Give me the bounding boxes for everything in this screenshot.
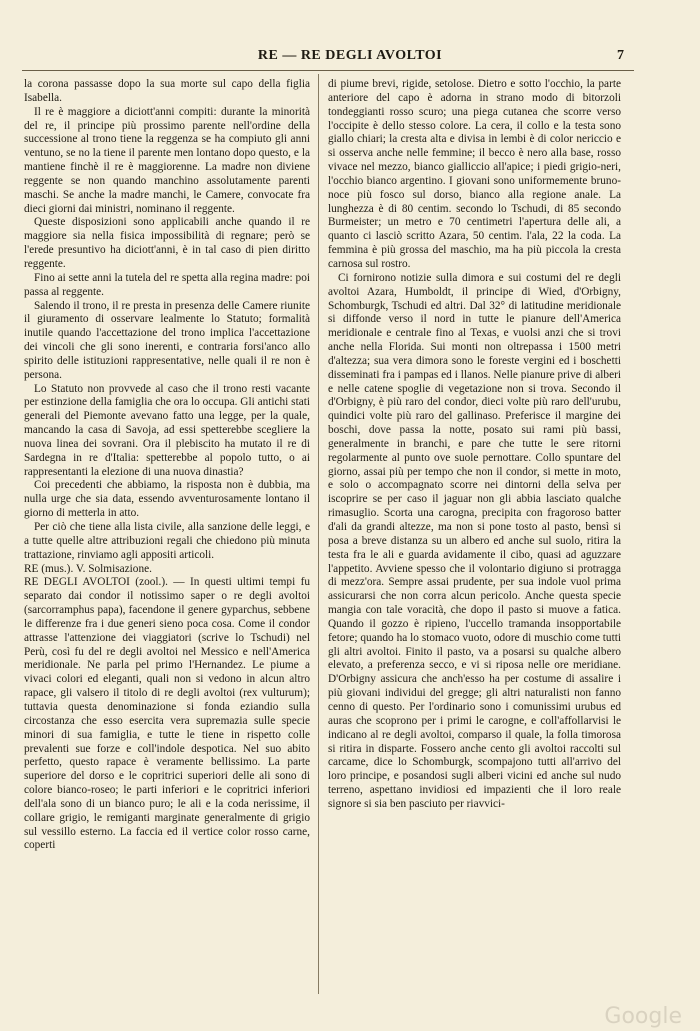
left-column (24, 78, 310, 853)
paragraph: Queste disposizioni sono applicabili anche quando il re maggiore sia nella fisica impossibilità di regnare; però se l'erede presuntivo ha diciott'anni, è in tal caso di pien diritto reggente. (24, 216, 310, 270)
paragraph: Coi precedenti che abbiamo, la risposta non è dubbia, ma nulla urge che sia data, essendo avventurosamente lontano il giorno di metterla in atto. (24, 479, 310, 520)
paragraph: di piume brevi, rigide, setolose. Dietro e sotto l'occhio, la parte anteriore del capo è adorna in strano modo di bitorzoli tondeggianti rosso scuro; una piega cutanea che scorre verso l'occipite è dello stesso colore. La cera, il collo e la testa sono giallo chiari; la cresta alta e divisa in lembi è di color nericcio e si osserva anche nelle femmine; il becco è nero alla base, rosso vivace nel mezzo, bianco gialliccio all'apice; i piedi grigio-neri, l'occhio bianco argentino. I giovani sono uniformemente bruno-noce più fosco sul dorso, bianco alla regione anale. La lunghezza è di 80 centim. secondo lo Tschudi, di 85 secondo Burmeister; un metro e 70 centimetri l'apertura delle ali, a quanto ci lasciò scritto Azara, 50 centim. l'ala, 22 la coda. La femmina è più grossa del maschio, ma ha più piccola la cresta carnosa sul rostro. (328, 78, 621, 270)
entry-re-degli-avoltoi: RE DEGLI AVOLTOI (zool.). — In questi ultimi tempi fu separato dai condor il notissimo saper o re degli avoltoi (sarcorramphus papa), facendone il genere gyparchus, sebbene le differenze fra i due generi sieno poca cosa. Come il condor attrasse l'attenzione dei viaggiatori (scrive lo Tschudi) nel Perù, così fu del re degli avoltoi nel Messico e nell'America meridionale. Ne parla pel primo l'Hernandez. Le piume a vivaci colori ed eleganti, quali non si vedono in alcun altro rapace, gli valsero il titolo di re degli avoltoi (rex vulturum); tuttavia questa denominazione si fonda eziandio sulla circostanza che esso esercita vera supremazia sulle specie minori di sua famiglia, e tutte le tiene in rispetto colle prevalenti sue forze e coll'indole despotica. Nel suo abito perfetto, questo rapace è veramente bellissimo. La parte superiore del dorso e le copritrici superiori delle ali sono di colore bianco-roseo; le parti inferiori e le copritrici inferiori dell'ala sono di un bianco puro; le ali e la coda nerissime, il collare grigio, le remiganti marginate generalmente di grigio sul vessillo esterno. La faccia ed il vertice color rosso carne, coperti (24, 576, 310, 852)
page-number: 7 (617, 48, 624, 63)
running-title: RE — RE DEGLI AVOLTOI (257, 48, 443, 63)
right-column (328, 78, 621, 812)
paragraph: Lo Statuto non provvede al caso che il trono resti vacante per estinzione della famiglia che ora lo occupa. Gli antichi stati generali del Piemonte avevano fatto una legge, per la quale, mancando la casa di Savoja, ad essi spetterebbe scegliere la nuova linea dei sovrani. Ora il plebiscito ha mutato il re di Sardegna in re d'Italia: spetterebbe al popolo tutto, o ai rappresentanti la elezione di una nuova dinastia? (24, 382, 310, 478)
paragraph: Ci fornirono notizie sulla dimora e sui costumi del re degli avoltoi Azara, Humboldt, il principe di Wied, d'Orbigny, Schomburgk, Tschudi ed altri. Dal 32° di latitudine meridionale si diffonde verso il nord in tutte le pianure dell'America meridionale e centrale fino al Texas, e vuolsi anzi che si trovi anche nella Florida. Sui monti non oltrepassa i 1500 metri d'altezza; sua vera dimora sono le foreste vergini ed i boschetti disseminati fra i pampas ed i llanos. Nelle pianure prive di alberi e nelle catene spoglie di vegetazione non si trova. Secondo il d'Orbigny, è più raro del condor, dieci volte più raro dell'urubu, quindici volte più raro del gallinaso. Preferisce il margine dei boschi, dove passa la notte, posato sui rami più bassi, generalmente in branchi, e pare che tutte le sere ritorni regolarmente al punto ove suole pernottare. Collo spuntare del giorno, assai più per tempo che non il condor, si mette in moto, e solo o accompagnato scorre nei dintorni della selva per iscoprire se per caso il jaguar non gli abbia lasciato qualche rimasuglio. Scorta una carogna, precipita con fragoroso batter d'ali da grandi altezze, ma non si pone tosto al pasto, bensì si posa a breve distanza su un albero ed anche sul suolo, ritira la testa fra le ali e guarda avidamente il cibo, quasi ad aguzzare l'appetito. Avviene spesso che il volontario digiuno si protragga di mezz'ora. Sempre assai prudente, per sua indole vuol prima assicurarsi che non corra alcun pericolo. Anche questa specie mangia con tale voracità, che dopo il pasto si muove a fatica. Quando il gozzo è ripieno, l'uccello tramanda insopportabile fetore; quando ha lo stomaco vuoto, odore di muschio come tutti gli altri avoltoi. Finito il pasto, va a posarsi su qualche albero elevato, a preferenza secco, e vi si riposa nelle ore meridiane. D'Orbigny assicura che anch'esso ha per costume di assalire i più giovani individui del gregge; gli altri naturalisti non fanno cenno di questo. Per l'ordinario sono i comunissimi urubus ed auras che scoprono per i primi le carogne, e coll'affollarvisi le indicano al re degli avoltoi, comparso il quale, la folla timorosa si ritira in disparte. Fossero anche cento gli avoltoi raccolti sul carcame, dice lo Schomburgk, scompajono tutti all'arrivo del loro principe, e posandosi sugli alberi vicini ed anche sul nudo terreno, aspettano invidiosi ed impazienti che il loro reale signore si sia ben pasciuto per riavvici- (328, 271, 621, 810)
paragraph: la corona passasse dopo la sua morte sul capo della figlia Isabella. (24, 78, 310, 104)
header-rule (22, 70, 634, 71)
column-divider (318, 74, 319, 994)
entry-re-mus: RE (mus.). V. Solmisazione. (24, 562, 152, 575)
paragraph: Il re è maggiore a diciott'anni compiti: durante la minorità del re, il principe più prossimo parente nell'ordine della successione al trono tiene la reggenza se ha compiuto gli anni ventuno, se no la tiene il parente men lontano dopo questo, e la mantiene finchè il re è maggiorenne. La madre non diviene reggente se non quando manchino assolutamente parenti maschi. Se anche la madre manchi, le Camere, convocate fra dieci giorni dai ministri, nominano il reggente. (24, 105, 310, 215)
watermark-logo: Google (604, 1004, 682, 1029)
paragraph: Per ciò che tiene alla lista civile, alla sanzione delle leggi, e a tutte quelle altre attribuzioni regali che chiedono più minuta trattazione, rinviamo agli appositi articoli. (24, 521, 310, 561)
paragraph: Fino ai sette anni la tutela del re spetta alla regina madre: poi passa al reggente. (24, 271, 310, 298)
running-header (0, 48, 700, 68)
paragraph: Salendo il trono, il re presta in presenza delle Camere riunite il giuramento di osservare lealmente lo Statuto; formalità inutile quando l'accettazione del trono implica l'accettazione dei vincoli che gli sono inerenti, e contraria forsi'anco allo spirito delle istituzioni rappresentative, nelle quali il re non è persona. (24, 299, 310, 381)
